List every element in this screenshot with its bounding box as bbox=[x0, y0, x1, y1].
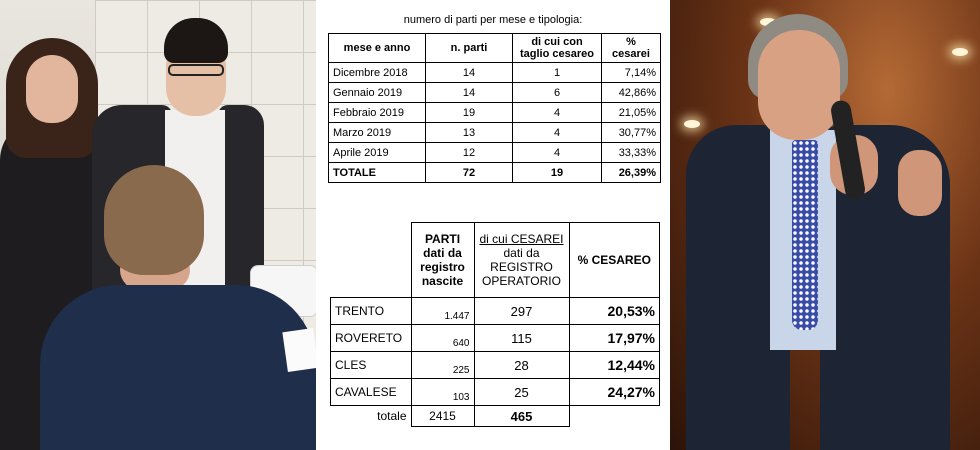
births-cell: 103 bbox=[411, 379, 474, 406]
births-cell: 640 bbox=[411, 325, 474, 352]
cesarean-cell: 115 bbox=[474, 325, 569, 352]
header-pct-cesareo: % CESAREO bbox=[569, 223, 660, 298]
pct-cell: 17,97% bbox=[569, 325, 660, 352]
hospital-cell: ROVERETO bbox=[331, 325, 412, 352]
total-empty-cell bbox=[569, 406, 660, 427]
pct-cell: 20,53% bbox=[569, 298, 660, 325]
header-line: OPERATORIO bbox=[482, 274, 561, 288]
cesarean-cell: 4 bbox=[513, 103, 602, 123]
header-cesarean-registry bbox=[474, 223, 569, 298]
total-cesarean-cell: 19 bbox=[513, 163, 602, 183]
header-line: registro bbox=[420, 260, 465, 274]
total-label-cell: TOTALE bbox=[329, 163, 426, 183]
month-cell: Marzo 2019 bbox=[329, 123, 426, 143]
paper-sheet bbox=[282, 328, 316, 372]
speaker-face bbox=[758, 30, 840, 140]
total-pct-cell: 26,39% bbox=[602, 163, 661, 183]
month-cell: Dicembre 2018 bbox=[329, 63, 426, 83]
month-cell: Febbraio 2019 bbox=[329, 103, 426, 123]
table-row bbox=[329, 83, 661, 103]
cesarean-cell: 297 bbox=[474, 298, 569, 325]
header-line: PARTI bbox=[424, 232, 461, 246]
table-row bbox=[331, 352, 660, 379]
pct-cell: 7,14% bbox=[602, 63, 661, 83]
header-blank bbox=[331, 223, 412, 298]
table-total-row bbox=[329, 163, 661, 183]
header-line: dati da bbox=[423, 246, 462, 260]
table-total-row bbox=[331, 406, 660, 427]
births-cell: 225 bbox=[411, 352, 474, 379]
cesarean-cell: 25 bbox=[474, 379, 569, 406]
table-row bbox=[331, 325, 660, 352]
total-births-cell: 2415 bbox=[411, 406, 474, 427]
month-cell: Gennaio 2019 bbox=[329, 83, 426, 103]
header-line: di cui CESAREI bbox=[479, 232, 564, 246]
cesarean-cell: 4 bbox=[513, 143, 602, 163]
births-cell: 13 bbox=[426, 123, 513, 143]
cesarean-cell: 28 bbox=[474, 352, 569, 379]
hospital-cesarean-table bbox=[330, 222, 660, 427]
hospital-cell: TRENTO bbox=[331, 298, 412, 325]
table-row bbox=[329, 123, 661, 143]
foreground-man-sweater bbox=[40, 285, 316, 450]
table-row bbox=[329, 63, 661, 83]
ceiling-light bbox=[952, 48, 968, 56]
hospital-cell: CAVALESE bbox=[331, 379, 412, 406]
cesarean-cell: 4 bbox=[513, 123, 602, 143]
births-cell: 12 bbox=[426, 143, 513, 163]
monthly-births-table bbox=[328, 33, 661, 183]
month-cell: Aprile 2019 bbox=[329, 143, 426, 163]
header-cesarean: di cui con taglio cesareo bbox=[513, 34, 602, 63]
births-cell: 19 bbox=[426, 103, 513, 123]
header-births-registry bbox=[411, 223, 474, 298]
header-line: nascite bbox=[421, 274, 464, 288]
cesarean-cell: 6 bbox=[513, 83, 602, 103]
pct-cell: 42,86% bbox=[602, 83, 661, 103]
table-header-row bbox=[331, 223, 660, 298]
photo-right-speaker bbox=[670, 0, 980, 450]
births-cell: 14 bbox=[426, 83, 513, 103]
cesarean-cell: 1 bbox=[513, 63, 602, 83]
speaker-gesturing-hand bbox=[898, 150, 942, 216]
hospital-cell: CLES bbox=[331, 352, 412, 379]
table-row bbox=[331, 298, 660, 325]
woman-face bbox=[26, 55, 78, 123]
header-births: n. parti bbox=[426, 34, 513, 63]
header-month: mese e anno bbox=[329, 34, 426, 63]
pct-cell: 30,77% bbox=[602, 123, 661, 143]
table-row bbox=[329, 143, 661, 163]
table-row bbox=[331, 379, 660, 406]
header-pct: % cesarei bbox=[602, 34, 661, 63]
photo-left-group-meeting bbox=[0, 0, 316, 450]
pct-cell: 33,33% bbox=[602, 143, 661, 163]
pct-cell: 21,05% bbox=[602, 103, 661, 123]
header-line: dati da bbox=[503, 246, 540, 260]
header-line: REGISTRO bbox=[490, 260, 553, 274]
births-cell: 1.447 bbox=[411, 298, 474, 325]
total-births-cell: 72 bbox=[426, 163, 513, 183]
glasses bbox=[168, 64, 224, 76]
ceiling-light bbox=[684, 120, 700, 128]
pct-cell: 24,27% bbox=[569, 379, 660, 406]
table-header-row bbox=[329, 34, 661, 63]
pct-cell: 12,44% bbox=[569, 352, 660, 379]
births-cell: 14 bbox=[426, 63, 513, 83]
total-cesarean-cell: 465 bbox=[474, 406, 569, 427]
total-label-cell: totale bbox=[331, 406, 412, 427]
statistics-document bbox=[316, 0, 670, 450]
table-row bbox=[329, 103, 661, 123]
foreground-man-head bbox=[104, 165, 204, 275]
speaker-tie bbox=[792, 140, 818, 330]
table-caption: numero di parti per mese e tipologia: bbox=[403, 14, 583, 26]
